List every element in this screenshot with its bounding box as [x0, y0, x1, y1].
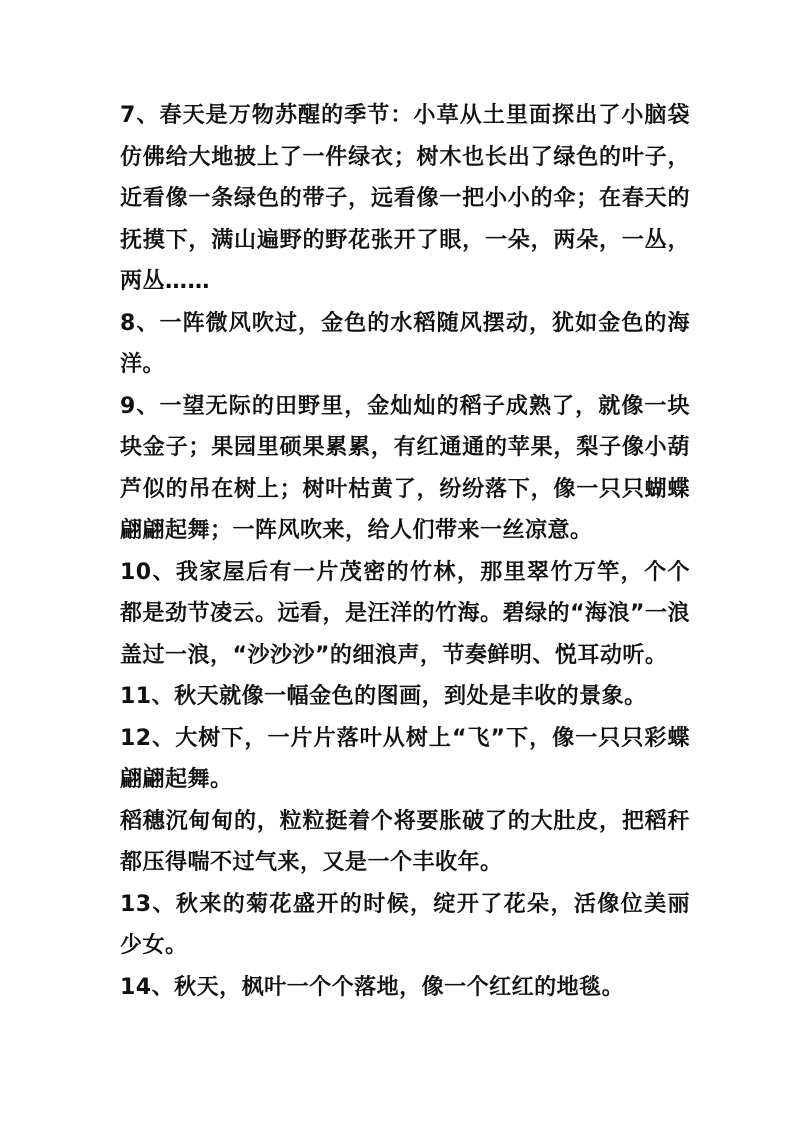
document-body: [120, 95, 690, 1008]
paragraph-13: 13、秋来的菊花盛开的时候，绽开了花朵，活像位美丽少女。: [120, 891, 690, 958]
paragraph-14: 14、秋天，枫叶一个个落地，像一个红红的地毯。: [120, 974, 625, 1000]
paragraph-11: 11、秋天就像一幅金色的图画，到处是丰收的景象。: [120, 684, 647, 709]
paragraph-12: 12、大树下，一片片落叶从树上“飞”下，像一只只彩蝶翩翩起舞。: [120, 725, 690, 792]
paragraph-7: 7、春天是万物苏醒的季节：小草从土里面探出了小脑袋仿佛给大地披上了一件绿衣；树木也长出了绿色的叶子，近看像一条绿色的带子，远看像一把小小的伞；在春天的抚摸下，满山遍野的野花张开了眼，一朵，两朵，一丛，两丛……: [120, 103, 690, 294]
paragraph-9: 9、一望无际的田野里，金灿灿的稻子成熟了，就像一块块金子；果园里硕果累累，有红通通的苹果，梨子像小葫芦似的吊在树上；树叶枯黄了，纷纷落下，像一只只蝴蝶翩翩起舞；一阵风吹来，给人们带来一丝凉意。: [120, 393, 690, 543]
paragraph-8: 8、一阵微风吹过，金色的水稻随风摆动，犹如金色的海洋。: [120, 310, 690, 377]
paragraph-10: 10、我家屋后有一片茂密的竹林，那里翠竹万竿，个个都是劲节凌云。远看，是汪洋的竹海。碧绿的“海浪”一浪盖过一浪，“沙沙沙”的细浪声，节奏鲜明、悦耳动听。: [120, 559, 690, 668]
paragraph-rice: 稻穗沉甸甸的，粒粒挺着个将要胀破了的大肚皮，把稻秆都压得喘不过气来，又是一个丰收年。: [120, 808, 690, 875]
